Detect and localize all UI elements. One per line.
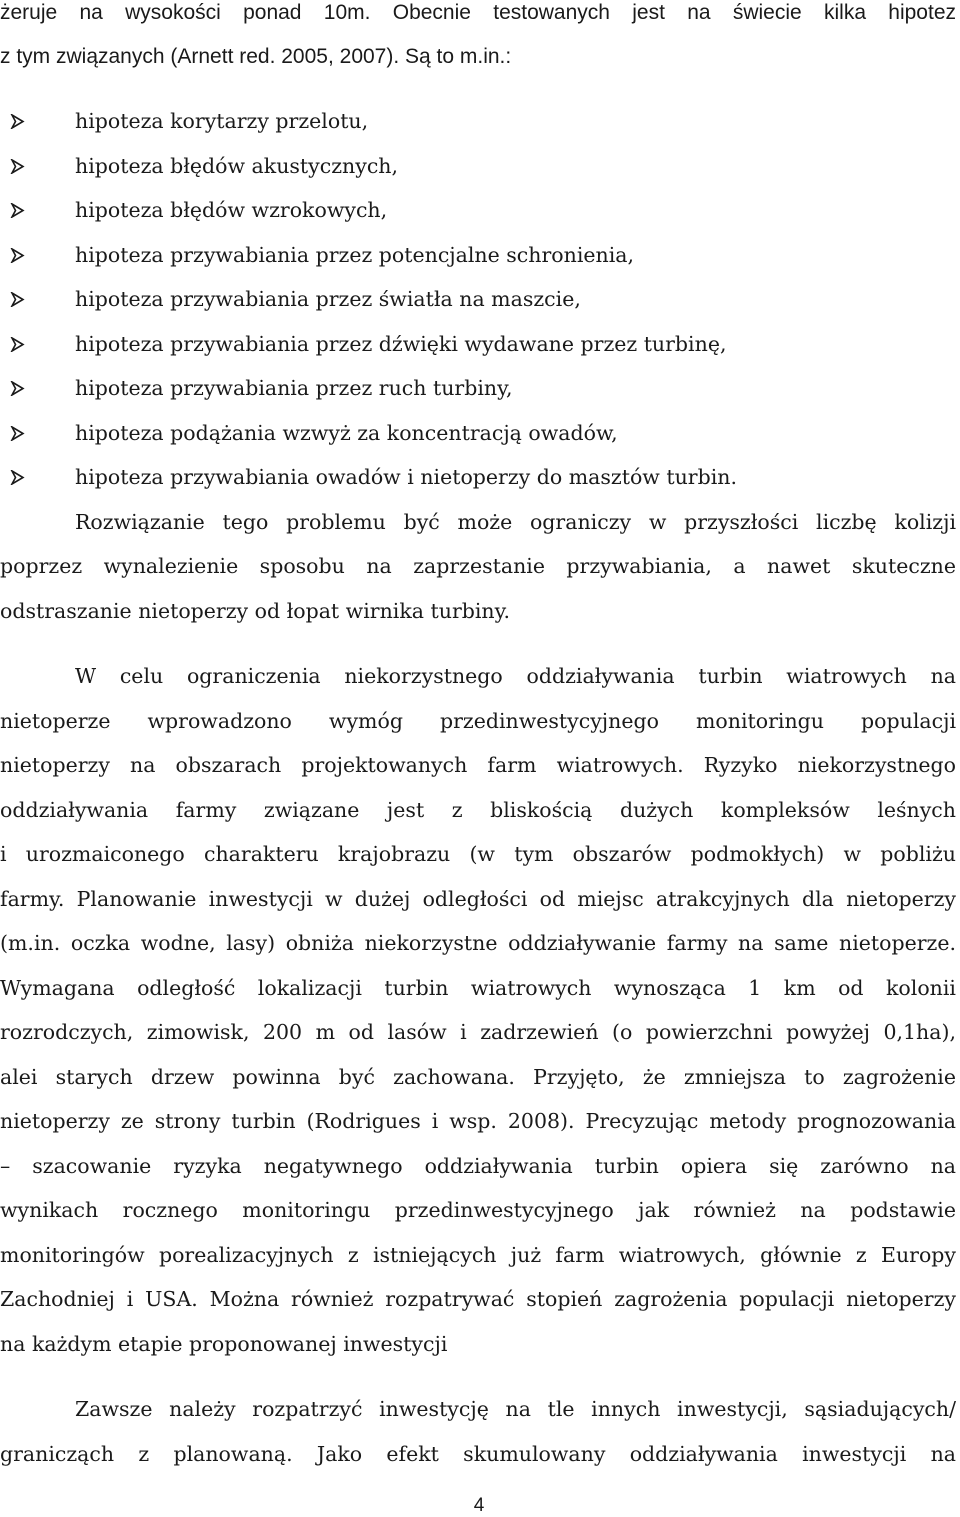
paragraph-line: W celu ograniczenia niekorzystnego oddziaływania turbin wiatrowych na (75, 664, 956, 688)
paragraph-line: farmy. Planowanie inwestycji w dużej odległości od miejsc atrakcyjnych dla nietoperzy (0, 887, 956, 911)
paragraph-line: rozrodczych, zimowisk, 200 m od lasów i zadrzewień (o powierzchni powyżej 0,1ha), (0, 1020, 956, 1044)
paragraph-line: wynikach rocznego monitoringu przedinwestycyjnego jak również na podstawie (0, 1198, 956, 1222)
paragraph-line: (m.in. oczka wodne, lasy) obniża niekorzystne oddziaływanie farmy na same nietoperze. (0, 931, 956, 955)
paragraph-line: i urozmaiconego charakteru krajobrazu (w tym obszarów podmokłych) w pobliżu (0, 842, 956, 866)
list-item-text: hipoteza błędów akustycznych, (75, 154, 399, 178)
list-item-text: hipoteza przywabiania owadów i nietoperzy do masztów turbin. (75, 465, 737, 489)
paragraph-line: granicząch z planowaną. Jako efekt skumulowany oddziaływania inwestycji na (0, 1442, 956, 1466)
paragraph-line: poprzez wynalezienie sposobu na zaprzestanie przywabiania, a nawet skuteczne (0, 554, 956, 578)
arrowhead-bullet-icon (10, 381, 25, 396)
paragraph-line: – szacowanie ryzyka negatywnego oddziaływania turbin opiera się zarówno na (0, 1154, 956, 1178)
paragraph-line: nietoperzy ze strony turbin (Rodrigues i wsp. 2008). Precyzując metody prognozowania (0, 1109, 956, 1133)
paragraph-line: Wymagana odległość lokalizacji turbin wiatrowych wynosząca 1 km od kolonii (0, 976, 956, 1000)
list-item-text: hipoteza korytarzy przelotu, (75, 109, 369, 133)
paragraph-line: monitoringów porealizacyjnych z istniejących już farm wiatrowych, głównie z Europy (0, 1243, 956, 1267)
page-number: 4 (473, 1495, 485, 1516)
arrowhead-bullet-icon (10, 114, 25, 129)
list-item-text: hipoteza podążania wzwyż za koncentracją owadów, (75, 421, 618, 445)
arrowhead-bullet-icon (10, 203, 25, 218)
paragraph-line: oddziaływania farmy związane jest z bliskością dużych kompleksów leśnych (0, 798, 956, 822)
list-item-text: hipoteza przywabiania przez potencjalne schronienia, (75, 243, 635, 267)
paragraph-line: Zawsze należy rozpatrzyć inwestycję na tle innych inwestycji, sąsiadujących/ (75, 1397, 956, 1421)
arrowhead-bullet-icon (10, 292, 25, 307)
arrowhead-bullet-icon (10, 470, 25, 485)
list-item-text: hipoteza przywabiania przez ruch turbiny, (75, 376, 513, 400)
list-item-text: hipoteza błędów wzrokowych, (75, 198, 388, 222)
paragraph-line: Rozwiązanie tego problemu być może ograniczy w przyszłości liczbę kolizji (75, 510, 956, 534)
list-item-text: hipoteza przywabiania przez dźwięki wydawane przez turbinę, (75, 332, 727, 356)
paragraph-line: nietoperze wprowadzono wymóg przedinwestycyjnego monitoringu populacji (0, 709, 956, 733)
arrowhead-bullet-icon (10, 426, 25, 441)
paragraph-line: na każdym etapie proponowanej inwestycji (0, 1332, 448, 1356)
paragraph-line: nietoperzy na obszarach projektowanych farm wiatrowych. Ryzyko niekorzystnego (0, 753, 956, 777)
paragraph-line: Zachodniej i USA. Można również rozpatrywać stopień zagrożenia populacji nietoperzy (0, 1287, 956, 1311)
paragraph-line: odstraszanie nietoperzy od łopat wirnika turbiny. (0, 599, 511, 623)
list-item-text: hipoteza przywabiania przez światła na maszcie, (75, 287, 581, 311)
arrowhead-bullet-icon (10, 248, 25, 263)
intro-line-1: żeruje na wysokości ponad 10m. Obecnie testowanych jest na świecie kilka hipotez (0, 1, 956, 24)
intro-line-2: z tym związanych (Arnett red. 2005, 2007). Są to m.in.: (0, 45, 512, 68)
arrowhead-bullet-icon (10, 337, 25, 352)
arrowhead-bullet-icon (10, 159, 25, 174)
paragraph-line: alei starych drzew powinna być zachowana. Przyjęto, że zmniejsza to zagrożenie (0, 1065, 956, 1089)
